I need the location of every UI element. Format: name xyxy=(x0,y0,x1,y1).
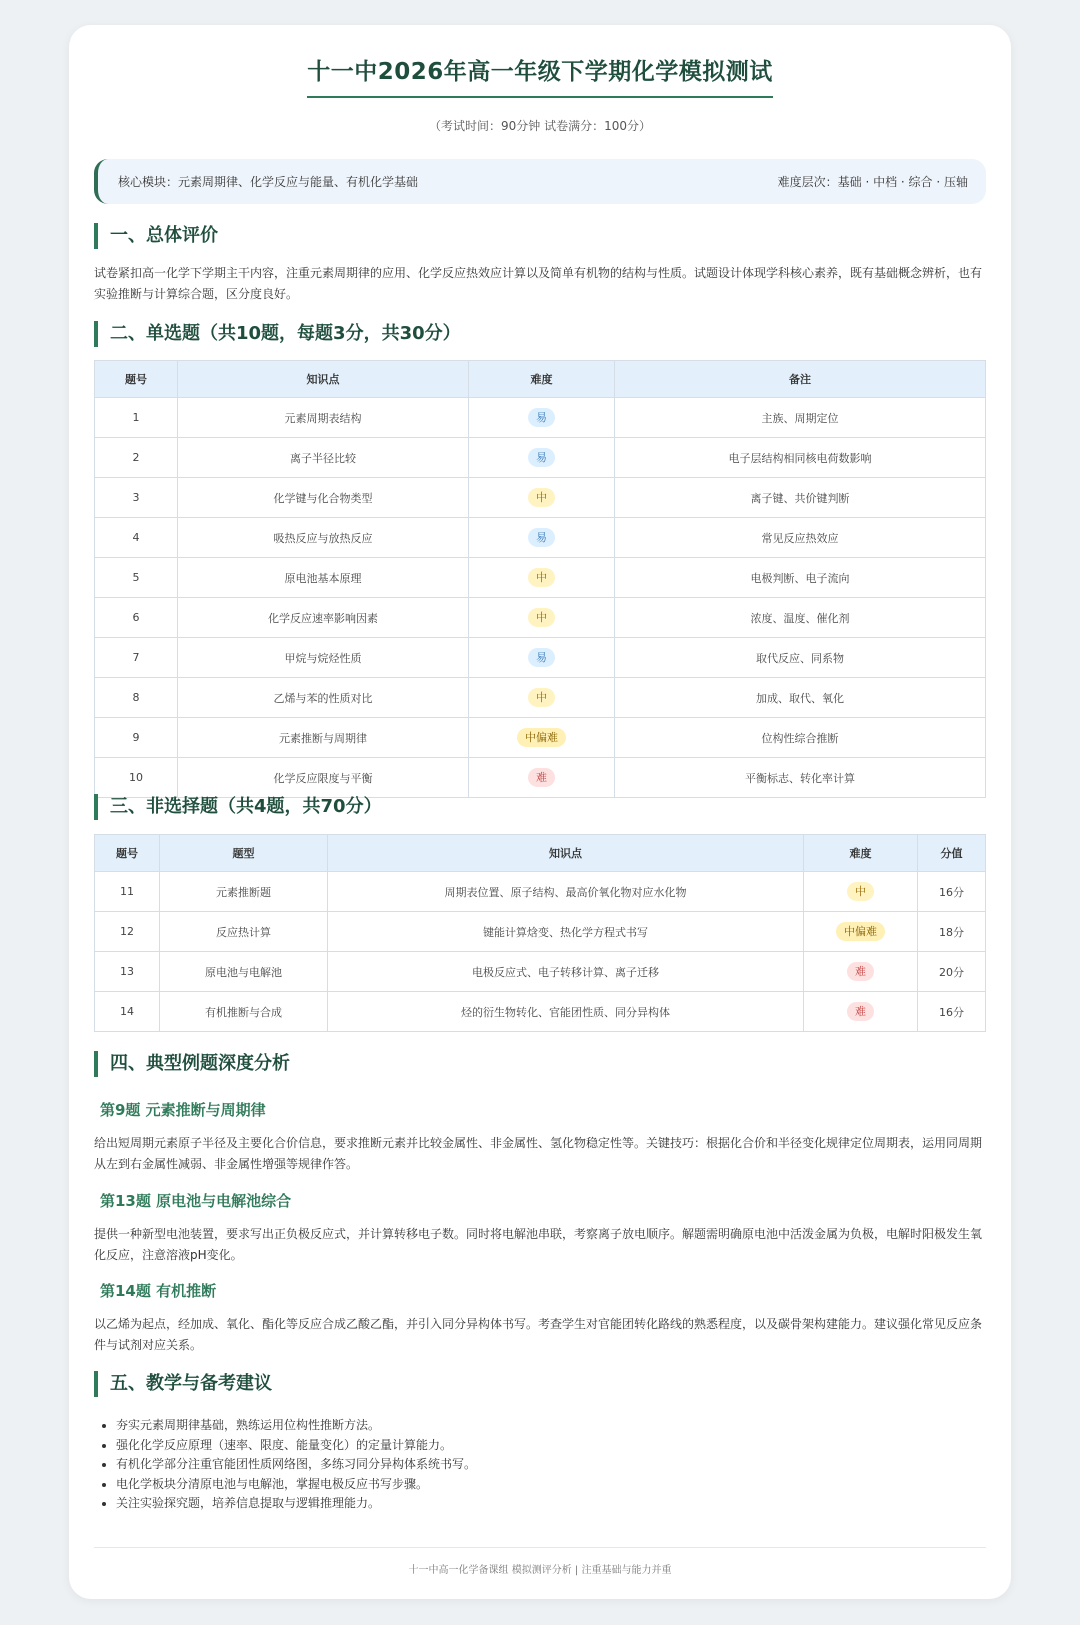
difficulty-cell xyxy=(469,558,615,598)
remark: 常见反应热效应 xyxy=(615,518,986,558)
score: 16分 xyxy=(918,992,986,1032)
analysis-item-14-head xyxy=(94,1280,986,1301)
question-number: 9 xyxy=(95,718,178,758)
list-item: • 有机化学部分注重官能团性质网络图，多练习同分异构体系统书写。 xyxy=(116,1455,986,1475)
knowledge-point: 周期表位置、原子结构、最高价氧化物对应水化物 xyxy=(328,872,804,912)
knowledge-point: 化学反应限度与平衡 xyxy=(178,758,469,798)
overall-text-wrap xyxy=(94,263,986,305)
single-choice-table xyxy=(94,360,986,798)
analysis-item-9-text xyxy=(94,1133,986,1175)
difficulty-cell xyxy=(804,872,918,912)
score: 20分 xyxy=(918,952,986,992)
suggestions-list-wrap xyxy=(94,1416,986,1514)
difficulty-badge: 难 xyxy=(528,768,555,787)
remark: 位构性综合推断 xyxy=(615,718,986,758)
section-analysis xyxy=(94,1051,986,1077)
example-heading: 第9题 元素推断与周期律 xyxy=(100,1101,266,1119)
question-number: 6 xyxy=(95,598,178,638)
question-number: 3 xyxy=(95,478,178,518)
question-type: 元素推断题 xyxy=(160,872,328,912)
difficulty-cell xyxy=(469,598,615,638)
score: 16分 xyxy=(918,872,986,912)
table-row xyxy=(95,598,986,638)
difficulty-cell xyxy=(469,438,615,478)
column-header: 题号 xyxy=(95,361,178,398)
question-number: 1 xyxy=(95,398,178,438)
core-modules: 核心模块：元素周期律、化学反应与能量、有机化学基础 xyxy=(118,175,419,189)
difficulty-badge: 难 xyxy=(847,962,874,981)
example-heading: 第14题 有机推断 xyxy=(100,1282,217,1300)
difficulty-cell xyxy=(469,758,615,798)
column-header: 难度 xyxy=(469,361,615,398)
knowledge-point: 键能计算焓变、热化学方程式书写 xyxy=(328,912,804,952)
difficulty-badge: 中 xyxy=(528,608,555,627)
knowledge-point: 元素推断与周期律 xyxy=(178,718,469,758)
table-row xyxy=(95,398,986,438)
knowledge-point: 离子半径比较 xyxy=(178,438,469,478)
page-title: 十一中2026年高一年级下学期化学模拟测试 xyxy=(307,53,773,98)
table-row xyxy=(95,872,986,912)
table-row xyxy=(95,478,986,518)
difficulty-cell xyxy=(469,398,615,438)
analysis-item-13-text xyxy=(94,1224,986,1266)
footer-divider xyxy=(94,1547,986,1548)
difficulty-cell xyxy=(469,678,615,718)
section-title: 一、总体评价 xyxy=(94,223,986,249)
question-type: 原电池与电解池 xyxy=(160,952,328,992)
knowledge-point: 甲烷与烷烃性质 xyxy=(178,638,469,678)
difficulty-cell xyxy=(804,992,918,1032)
remark: 主族、周期定位 xyxy=(615,398,986,438)
question-number: 8 xyxy=(95,678,178,718)
difficulty-badge: 中偏难 xyxy=(836,922,885,941)
non-choice-table-wrap xyxy=(94,834,986,1032)
difficulty-badge: 易 xyxy=(528,528,555,547)
score: 18分 xyxy=(918,912,986,952)
remark: 电极判断、电子流向 xyxy=(615,558,986,598)
title-wrap xyxy=(94,25,986,98)
table-row xyxy=(95,678,986,718)
table-row xyxy=(95,952,986,992)
question-number: 14 xyxy=(95,992,160,1032)
knowledge-point: 电极反应式、电子转移计算、离子迁移 xyxy=(328,952,804,992)
table-row xyxy=(95,758,986,798)
difficulty-badge: 易 xyxy=(528,648,555,667)
suggestions-list xyxy=(94,1416,986,1514)
non-choice-table xyxy=(94,834,986,1032)
section-title: 四、典型例题深度分析 xyxy=(94,1051,986,1077)
question-number: 7 xyxy=(95,638,178,678)
question-number: 11 xyxy=(95,872,160,912)
section-single-choice xyxy=(94,321,986,347)
list-item: • 夯实元素周期律基础，熟练运用位构性推断方法。 xyxy=(116,1416,986,1436)
question-number: 2 xyxy=(95,438,178,478)
difficulty-cell xyxy=(469,478,615,518)
example-text: 提供一种新型电池装置，要求写出正负极反应式，并计算转移电子数。同时将电解池串联，考察离子放电顺序。解题需明确原电池中活泼金属为负极，电解时阳极发生氧化反应，注意溶液pH变化。 xyxy=(94,1227,983,1262)
remark: 平衡标志、转化率计算 xyxy=(615,758,986,798)
difficulty-badge: 中 xyxy=(847,882,874,901)
table-row xyxy=(95,518,986,558)
difficulty-badge: 易 xyxy=(528,408,555,427)
example-heading: 第13题 原电池与电解池综合 xyxy=(100,1192,292,1210)
exam-info: （考试时间：90分钟 试卷满分：100分） xyxy=(429,119,651,133)
difficulty-badge: 易 xyxy=(528,448,555,467)
remark: 取代反应、同系物 xyxy=(615,638,986,678)
table-row xyxy=(95,638,986,678)
difficulty-badge: 难 xyxy=(847,1002,874,1021)
column-header: 知识点 xyxy=(328,835,804,872)
table-row xyxy=(95,718,986,758)
table-header-row xyxy=(95,361,986,398)
knowledge-point: 化学反应速率影响因素 xyxy=(178,598,469,638)
section-overall xyxy=(94,223,986,249)
column-header: 知识点 xyxy=(178,361,469,398)
section-title: 五、教学与备考建议 xyxy=(94,1371,986,1397)
difficulty-levels: 难度层次：基础 · 中档 · 综合 · 压轴 xyxy=(777,175,968,189)
footer-text: 十一中高一化学备课组 模拟测评分析 | 注重基础与能力并重 xyxy=(408,1565,672,1576)
question-number: 13 xyxy=(95,952,160,992)
difficulty-badge: 中 xyxy=(528,488,555,507)
table-row xyxy=(95,912,986,952)
difficulty-badge: 中 xyxy=(528,568,555,587)
knowledge-point: 元素周期表结构 xyxy=(178,398,469,438)
difficulty-badge: 中 xyxy=(528,688,555,707)
column-header: 难度 xyxy=(804,835,918,872)
table-row xyxy=(95,992,986,1032)
difficulty-cell xyxy=(469,638,615,678)
table-header-row xyxy=(95,835,986,872)
overall-text: 试卷紧扣高一化学下学期主干内容，注重元素周期律的应用、化学反应热效应计算以及简单有机物的结构与性质。试题设计体现学科核心素养，既有基础概念辨析，也有实验推断与计算综合题，区分度良好。 xyxy=(94,266,983,301)
difficulty-badge: 中偏难 xyxy=(517,728,566,747)
column-header: 备注 xyxy=(615,361,986,398)
list-item: • 电化学板块分清原电池与电解池，掌握电极反应书写步骤。 xyxy=(116,1475,986,1495)
section-title: 二、单选题（共10题，每题3分，共30分） xyxy=(94,321,986,347)
remark: 加成、取代、氧化 xyxy=(615,678,986,718)
section-non-choice xyxy=(94,794,986,820)
knowledge-point: 乙烯与苯的性质对比 xyxy=(178,678,469,718)
question-number: 5 xyxy=(95,558,178,598)
meta-box xyxy=(94,159,986,204)
knowledge-point: 化学键与化合物类型 xyxy=(178,478,469,518)
knowledge-point: 烃的衍生物转化、官能团性质、同分异构体 xyxy=(328,992,804,1032)
example-text: 以乙烯为起点，经加成、氧化、酯化等反应合成乙酸乙酯，并引入同分异构体书写。考查学生对官能团转化路线的熟悉程度，以及碳骨架构建能力。建议强化常见反应条件与试剂对应关系。 xyxy=(94,1317,983,1352)
section-suggestions xyxy=(94,1371,986,1397)
table-row xyxy=(95,438,986,478)
section-title: 三、非选择题（共4题，共70分） xyxy=(94,794,986,820)
list-item: • 强化化学反应原理（速率、限度、能量变化）的定量计算能力。 xyxy=(116,1436,986,1456)
difficulty-cell xyxy=(469,518,615,558)
single-choice-table-wrap xyxy=(94,360,986,798)
remark: 离子键、共价键判断 xyxy=(615,478,986,518)
question-number: 10 xyxy=(95,758,178,798)
table-row xyxy=(95,558,986,598)
analysis-item-14-text xyxy=(94,1314,986,1356)
analysis-item-13-head xyxy=(94,1190,986,1211)
remark: 电子层结构相同核电荷数影响 xyxy=(615,438,986,478)
question-type: 有机推断与合成 xyxy=(160,992,328,1032)
difficulty-cell xyxy=(804,952,918,992)
knowledge-point: 吸热反应与放热反应 xyxy=(178,518,469,558)
question-type: 反应热计算 xyxy=(160,912,328,952)
column-header: 题型 xyxy=(160,835,328,872)
analysis-item-9-head xyxy=(94,1099,986,1120)
report-card xyxy=(69,25,1011,1599)
difficulty-cell xyxy=(469,718,615,758)
question-number: 4 xyxy=(95,518,178,558)
remark: 浓度、温度、催化剂 xyxy=(615,598,986,638)
list-item: • 关注实验探究题，培养信息提取与逻辑推理能力。 xyxy=(116,1494,986,1514)
example-text: 给出短周期元素原子半径及主要化合价信息，要求推断元素并比较金属性、非金属性、氢化物稳定性等。关键技巧：根据化合价和半径变化规律定位周期表，运用同周期从左到右金属性减弱、非金属性增强等规律作答。 xyxy=(94,1136,983,1171)
question-number: 12 xyxy=(95,912,160,952)
column-header: 分值 xyxy=(918,835,986,872)
difficulty-cell xyxy=(804,912,918,952)
knowledge-point: 原电池基本原理 xyxy=(178,558,469,598)
column-header: 题号 xyxy=(95,835,160,872)
